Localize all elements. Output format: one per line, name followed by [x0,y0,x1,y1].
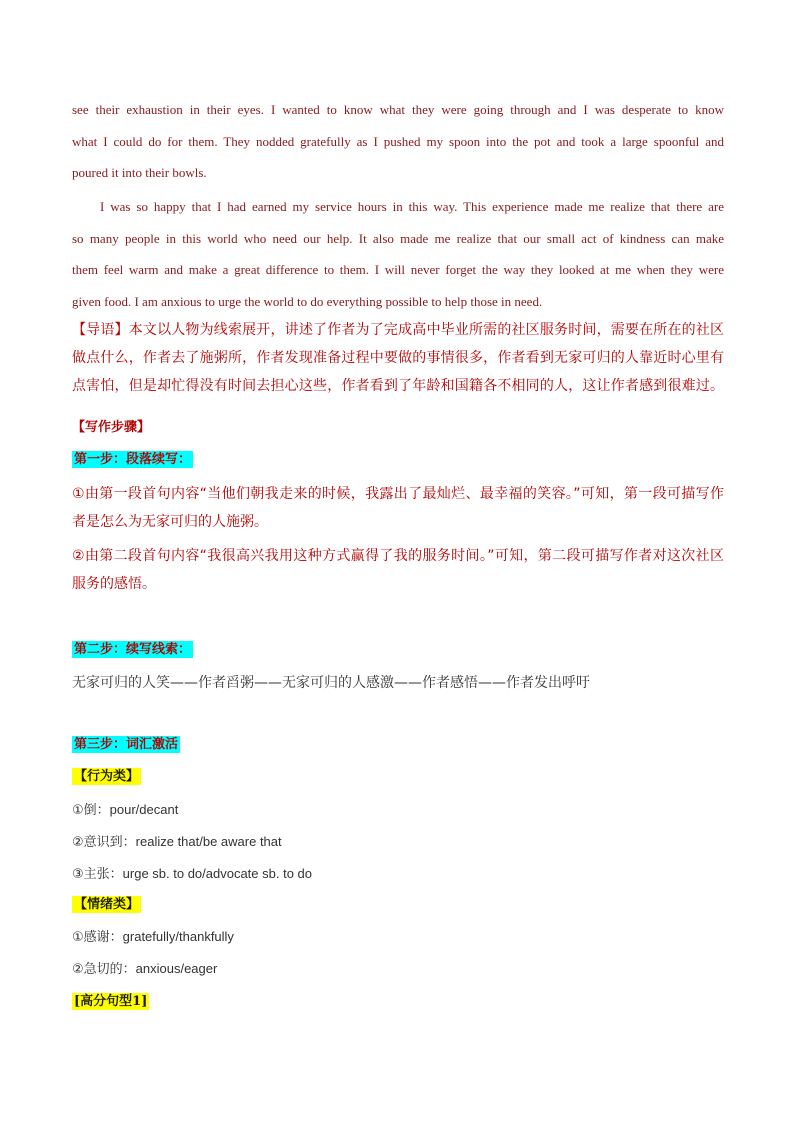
behavior-item-1 [72,800,178,821]
emotion-category-title [72,895,141,915]
passage-line: them feel warm and make a great difference to them. I will never forget the way they looked at me when they were [72,262,724,277]
step2-label [72,640,193,660]
passage-line: so many people in this world who need our help. It also made me realize that our small act of kindness can make [72,230,724,246]
guide-paragraph [72,316,724,400]
guide-line: 点害怕，但是却忙得没有时间去担心这些，作者看到了年龄和国籍各不相同的人，这让作者感到很难过。 [72,378,724,394]
behavior-item-3 [72,864,312,885]
vocab-cn: ①倒： [72,803,110,818]
step1-item-line: 者是怎么为无家可归的人施粥。 [72,514,268,530]
guide-line: 做点什么，作者去了施粥所，作者发现准备过程中要做的事情很多，作者看到无家可归的人靠近时心里有 [72,350,724,366]
passage-line: I was so happy that I had earned my service hours in this way. This experience made me realize that there are [100,199,724,214]
vocab-en: realize that/be aware that [135,834,282,849]
passage-line: see their exhaustion in their eyes. I wanted to know what they were going through and I was desperate to know [72,102,724,117]
step3-label [72,735,180,755]
passage-line: given food. I am anxious to urge the world to do everything possible to help those in need. [72,293,543,309]
step1-label-text: 第一步：段落续写： [74,452,192,467]
vocab-en: gratefully/thankfully [122,929,234,944]
vocab-cn: ②急切的： [72,962,136,977]
vocab-en: pour/decant [109,802,179,817]
step2-chain: 无家可归的人笑——作者舀粥——无家可归的人感激——作者感悟——作者发出呼吁 [72,675,590,691]
emotion-category-title-text: 【情绪类】 [74,897,140,912]
vocab-en: anxious/eager [135,961,218,976]
sentence-pattern-title-text: [高分句型1] [74,994,148,1009]
vocab-cn: ②意识到： [72,835,136,850]
vocab-cn: ①感谢： [72,930,123,945]
step1-label [72,450,193,470]
guide-line: 【导语】本文以人物为线索展开，讲述了作者为了完成高中毕业所需的社区服务时间，需要在所在的社区 [72,322,724,338]
step1-item-line: ①由第一段首句内容“当他们朝我走来的时候，我露出了最灿烂、最幸福的笑容。”可知，第一段可描写作 [72,486,724,502]
writing-steps-title: 【写作步骤】 [72,420,151,435]
step3-label-text: 第三步：词汇激活 [74,737,179,752]
emotion-item-1 [72,927,234,948]
step1-item-2 [72,542,724,598]
step2-label-text: 第二步：续写线索： [74,642,192,657]
behavior-category-title [72,767,141,787]
emotion-item-2 [72,959,217,980]
behavior-item-2 [72,832,282,853]
passage-paragraph-1 [72,94,724,189]
step1-item-line: 服务的感悟。 [72,576,156,592]
passage-line: what I could do for them. They nodded gratefully as I pushed my spoon into the pot and took a large spoonful and [72,133,724,149]
behavior-category-title-text: 【行为类】 [74,769,140,784]
step1-item-line: ②由第二段首句内容“我很高兴我用这种方式赢得了我的服务时间。”可知，第二段可描写作者对这次社区 [72,548,724,564]
sentence-pattern-title [72,992,149,1012]
passage-line: poured it into their bowls. [72,165,207,180]
step1-item-1 [72,480,724,536]
vocab-cn: ③主张： [72,867,123,882]
vocab-en: urge sb. to do/advocate sb. to do [122,866,313,881]
passage-paragraph-2 [72,191,724,317]
